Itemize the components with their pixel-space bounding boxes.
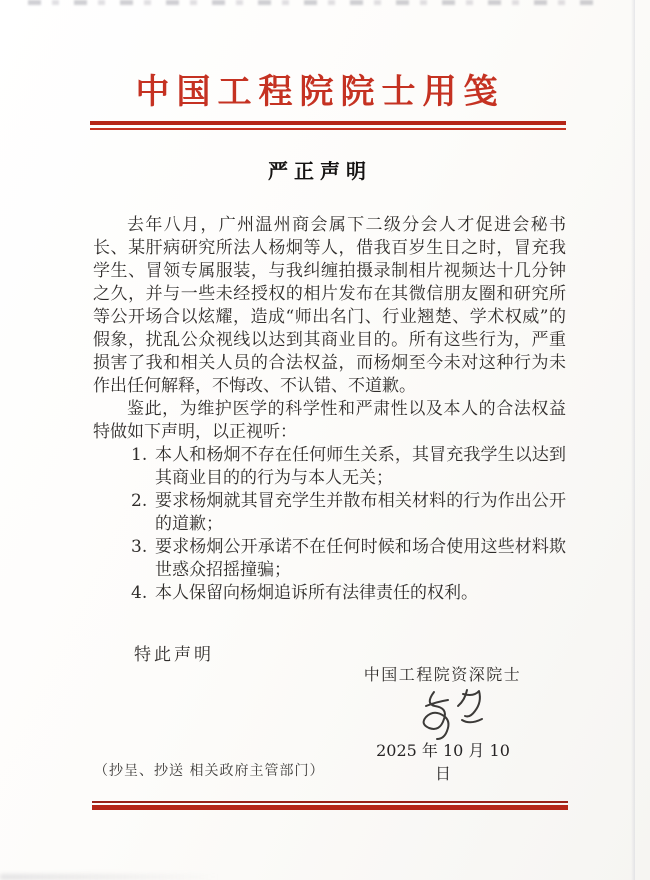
list-item-text: 要求杨炯就其冒充学生并散布相关材料的行为作出公开的道歉； (155, 491, 566, 534)
paragraph-2: 鉴此，为维护医学的科学性和严肃性以及本人的合法权益特做如下声明，以正视听： (93, 399, 566, 442)
list-item (131, 444, 566, 490)
list-item-text: 本人保留向杨炯追诉所有法律责任的权利。 (155, 583, 478, 603)
list-item-number: 3. (131, 537, 148, 557)
letterhead-title: 中国工程院院士用笺 (135, 74, 505, 111)
list-item-number: 1. (131, 445, 148, 465)
list-item-number: 2. (131, 491, 148, 511)
closing-statement: 特此声明 (134, 645, 214, 665)
letterhead-divider-thin-line (90, 128, 566, 130)
cc-note: （抄呈、抄送 相关政府主管部门） (94, 763, 325, 779)
photo-bottom-shadow (0, 874, 220, 880)
statement-list (93, 444, 566, 605)
letterhead-divider (90, 121, 566, 130)
list-item-number: 4. (131, 583, 148, 603)
letterhead-divider-thick-line (90, 121, 566, 125)
footer-divider-thin-line (92, 801, 568, 803)
list-item (131, 536, 566, 582)
document-heading: 严正声明 (268, 159, 372, 183)
photo-edge-shadow (635, 0, 650, 880)
footer-divider-thick-line (92, 805, 568, 810)
list-item (131, 490, 566, 536)
signer-title: 中国工程院资深院士 (363, 665, 522, 684)
list-item (131, 582, 566, 605)
photo-cropped-text-artifact (28, 0, 594, 5)
footer-divider (92, 801, 568, 810)
handwritten-signature-icon (404, 686, 500, 744)
document-body (93, 214, 566, 605)
list-item-text: 要求杨炯公开承诺不在任何时候和场合使用这些材料欺世惑众招摇撞骗； (155, 537, 566, 580)
list-item-text: 本人和杨炯不存在任何师生关系，其冒充我学生以达到其商业目的的行为与本人无关； (155, 445, 566, 488)
paragraph-1: 去年八月，广州温州商会属下二级分会人才促进会秘书长、某肝病研究所法人杨炯等人，借我百岁生日之时，冒充我学生、冒领专属服装，与我纠缠拍摄录制相片视频达十几分钟之久，并与一些未经授权的相片发布在其微信朋友圈和研究所等公开场合以炫耀，造成“师出名门、行业翘楚、学术权威”的假象，扰乱公众视线以达到其商业目的。所有这些行为，严重损害了我和相关人员的合法权益，而杨炯至今未对这种行为未作出任何解释，不悔改、不认错、不道歉。 (93, 215, 566, 396)
date: 2025 年 10 月 10 日 (376, 741, 510, 783)
